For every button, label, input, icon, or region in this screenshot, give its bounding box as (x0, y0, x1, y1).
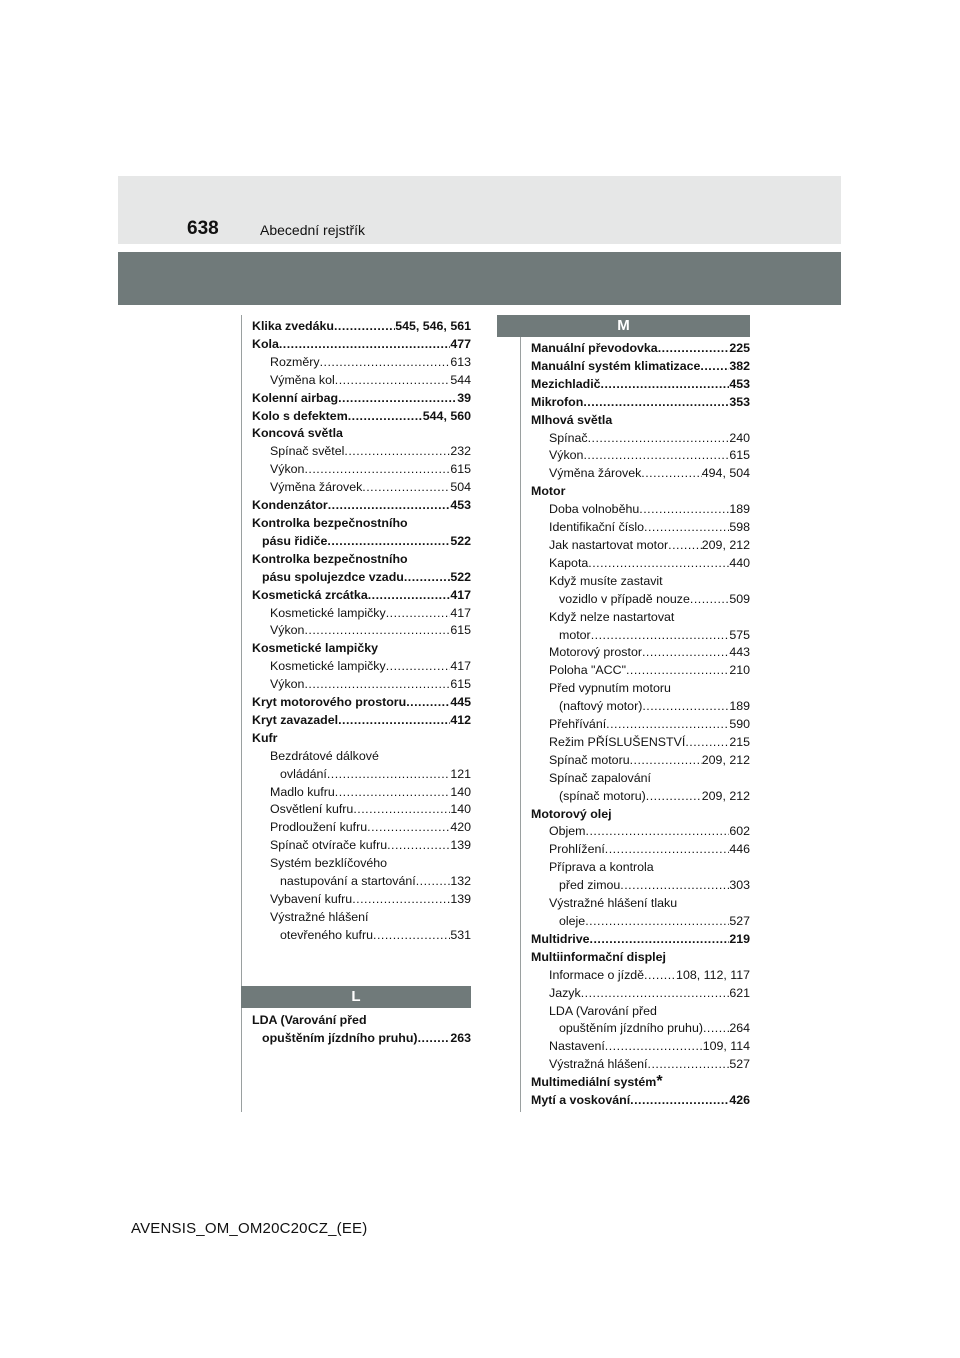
index-entry-text: otevřeného kufru (280, 927, 373, 942)
dot-leader (690, 591, 729, 609)
index-entry (252, 515, 471, 533)
index-entry (531, 358, 750, 376)
index-entry-page: 240 (729, 430, 750, 445)
index-entry (252, 551, 471, 569)
index-entry-page: 420 (450, 820, 471, 835)
index-entry (531, 573, 750, 591)
dot-leader (586, 823, 730, 841)
index-entry-text: Vybavení kufru (270, 892, 353, 906)
index-entry (531, 627, 750, 645)
dot-leader (386, 605, 451, 623)
index-entry-text: (naftový motor) (559, 699, 643, 714)
index-entry (531, 394, 750, 412)
index-entry-page: 522 (450, 569, 471, 584)
index-entry-page: 531 (450, 927, 471, 942)
index-entry-text: Kosmetické lampičky (270, 659, 386, 674)
dot-leader (279, 336, 450, 354)
index-entry-text: Kosmetická zrcátka (252, 587, 368, 602)
index-entry-text: Spínač otvírače kufru (270, 838, 388, 853)
index-entry-page: 417 (450, 659, 471, 674)
index-entry (252, 748, 471, 766)
index-entry-text: Manuální systém klimatizace (531, 358, 701, 373)
dot-leader (338, 390, 457, 408)
dot-leader (334, 318, 395, 336)
index-entry-text: Když nelze nastartovat (549, 609, 675, 624)
index-section-l (252, 1012, 471, 1048)
index-entry-text: Manuální převodovka (531, 341, 658, 355)
index-entry (252, 784, 471, 802)
index-entry (252, 425, 471, 443)
index-entry-text: Doba volnoběhu (549, 502, 640, 517)
dot-leader (630, 1092, 729, 1110)
index-entry-text: vozidlo v případě nouze (559, 591, 690, 606)
dot-leader (335, 372, 451, 390)
index-entry-text: Multimediální systém (531, 1075, 657, 1090)
index-entry-text: Když musíte zastavit (549, 573, 663, 588)
dot-leader (588, 555, 729, 573)
index-entry-page: 615 (450, 677, 471, 692)
dot-leader (700, 358, 729, 376)
dot-leader (601, 376, 730, 394)
index-entry-text: Kontrolka bezpečnostního (252, 515, 408, 530)
index-entry-page: 121 (450, 766, 471, 781)
index-entry-page: 453 (450, 498, 471, 513)
index-entry-page: 477 (450, 336, 471, 351)
index-entry-page: 209, 212 (701, 788, 750, 803)
index-entry-text: Přehřívání (549, 717, 607, 732)
index-entry-page: 615 (450, 462, 471, 477)
index-entry (252, 640, 471, 658)
index-entry-text: Výstražné hlášení (270, 909, 369, 924)
dot-leader (641, 465, 701, 483)
index-entry-page: 544 (450, 372, 471, 387)
index-entry-text: Příprava a kontrola (549, 860, 654, 875)
index-entry (252, 443, 471, 461)
index-entry-page: 219 (729, 931, 750, 946)
index-entry-page: 132 (450, 874, 471, 889)
index-entry (531, 841, 750, 859)
dot-leader (418, 1030, 451, 1048)
index-entry-text: Kosmetické lampičky (252, 641, 379, 656)
index-entry (252, 694, 471, 712)
index-entry-page: 598 (729, 520, 750, 535)
index-entry (531, 1038, 750, 1056)
index-entry (531, 1056, 750, 1074)
index-entry (531, 555, 750, 573)
index-entry (531, 519, 750, 537)
index-entry-text: pásu řidiče (262, 533, 328, 548)
index-entry (252, 605, 471, 623)
index-entry-text: Výkon (270, 462, 305, 477)
dot-leader (338, 712, 450, 730)
index-entry-page: 353 (729, 394, 750, 409)
dot-leader (646, 788, 702, 806)
index-entry (531, 895, 750, 913)
index-entry-text: Identifikační číslo (549, 520, 645, 535)
index-entry (531, 1020, 750, 1038)
index-entry-text: Výměna žárovek (270, 480, 363, 495)
dot-leader (648, 1056, 730, 1074)
index-entry-text: před zimou (559, 878, 621, 893)
dot-leader (404, 569, 450, 587)
index-entry (531, 1003, 750, 1021)
index-entry-text: oleje (559, 914, 586, 928)
index-entry (531, 752, 750, 770)
dot-leader (386, 658, 451, 676)
index-entry-text: Kolenní airbag (252, 390, 339, 405)
dot-leader (703, 1020, 729, 1038)
index-entry (252, 819, 471, 837)
index-entry (531, 985, 750, 1003)
dot-leader (362, 479, 450, 497)
header-dark-band (118, 252, 841, 305)
index-entry-page: 545, 546, 561 (395, 319, 471, 333)
index-entry-page: 615 (729, 448, 750, 463)
index-entry-page: 232 (450, 444, 471, 459)
index-entry-text: Mytí a voskování (531, 1093, 631, 1108)
section-title: Abecední rejstřík (260, 222, 366, 238)
index-entry-text: (spínač motoru) (559, 788, 646, 803)
index-entry (531, 376, 750, 394)
index-entry (252, 873, 471, 891)
index-entry-text: Prohlížení (549, 842, 605, 857)
index-entry-text: Mlhová světla (531, 412, 613, 427)
index-entry-text: Jazyk (549, 985, 581, 1000)
index-entry: Multimediální systém * (531, 1073, 663, 1091)
index-entry-page: 139 (450, 892, 471, 906)
index-entry (531, 698, 750, 716)
index-entry (531, 537, 750, 555)
index-entry-text: opuštěním jízdního pruhu) (262, 1030, 418, 1045)
index-entry-page: 426 (729, 1093, 750, 1108)
index-entry-text: motor (559, 627, 591, 642)
index-entry (531, 877, 750, 895)
index-entry (531, 680, 750, 698)
index-entry (531, 734, 750, 752)
index-entry-page: 575 (729, 627, 750, 642)
index-entry (252, 712, 471, 730)
section-label-l: L (241, 986, 471, 1008)
dot-leader (630, 752, 702, 770)
index-entry (531, 716, 750, 734)
dot-leader (328, 497, 451, 515)
index-entry-page: 494, 504 (701, 466, 750, 481)
dot-leader (642, 644, 729, 662)
index-entry (252, 479, 471, 497)
index-entry (531, 340, 750, 358)
index-entry-page: 509 (729, 591, 750, 606)
index-entry (531, 501, 750, 519)
dot-leader (373, 927, 450, 945)
index-entry-page: 209, 212 (701, 752, 750, 767)
dot-leader (658, 340, 730, 358)
dot-leader (327, 766, 450, 784)
index-entry-page: 412 (450, 712, 471, 727)
index-entry (531, 967, 750, 985)
dot-leader (416, 873, 451, 891)
index-entry-page: 613 (450, 354, 471, 369)
index-entry-text: Výměna kol (270, 372, 335, 387)
index-entry-text: Motor (531, 484, 566, 499)
index-entry (531, 609, 750, 627)
index-entry-text: Kufr (252, 730, 278, 745)
index-entry-page: 140 (450, 802, 471, 817)
index-entry-page: 443 (729, 645, 750, 660)
index-entry (531, 931, 750, 949)
index-entry-page: 522 (450, 533, 471, 548)
index-entry-text: Režim PŘÍSLUŠENSTVÍ (549, 734, 686, 749)
index-entry (531, 1092, 750, 1110)
dot-leader (327, 533, 450, 551)
dot-leader (353, 801, 450, 819)
index-entry-page: 263 (450, 1030, 471, 1045)
index-entry (252, 1012, 471, 1030)
index-entry-page: 210 (729, 663, 750, 678)
dot-leader (626, 662, 729, 680)
page-number: 638 (187, 218, 219, 239)
dot-leader (344, 443, 450, 461)
index-entry-page: 382 (729, 358, 750, 373)
index-entry (252, 927, 471, 945)
index-entry-page: 602 (729, 824, 750, 839)
dot-leader (320, 354, 451, 372)
dot-leader (639, 501, 729, 519)
index-entry-page: 440 (729, 555, 750, 570)
dot-leader (606, 716, 729, 734)
dot-leader (668, 537, 702, 555)
dot-leader (585, 913, 729, 931)
index-entry (252, 658, 471, 676)
index-entry (252, 336, 471, 354)
index-entry (252, 354, 471, 372)
index-entry-text: nastupování a startování (280, 874, 416, 889)
index-entry (531, 823, 750, 841)
dot-leader (406, 694, 450, 712)
index-entry-page: 108, 112, 117 (676, 967, 750, 982)
index-entry-text: ovládání (280, 766, 327, 781)
index-entry-text: Motorový olej (531, 806, 612, 821)
index-entry-page: 417 (450, 605, 471, 620)
index-entry (531, 591, 750, 609)
index-entry-text: Koncová světla (252, 426, 343, 441)
index-entry-text: Výměna žárovek (549, 466, 642, 481)
dot-leader (304, 461, 450, 479)
index-entry-page: 527 (729, 1057, 750, 1072)
dot-leader (644, 967, 676, 985)
index-entry-text: Systém bezklíčového (270, 856, 388, 871)
index-entry (531, 662, 750, 680)
index-entry (252, 837, 471, 855)
index-entry-page: 417 (450, 587, 471, 602)
dot-leader (605, 841, 730, 859)
index-entry (252, 801, 471, 819)
index-entry (252, 622, 471, 640)
index-entry-page: 303 (729, 878, 750, 893)
index-entry-text: LDA (Varování před (252, 1013, 367, 1027)
index-entry (531, 447, 750, 465)
index-entry (531, 483, 750, 501)
dot-leader (581, 985, 730, 1003)
index-entry-page: 527 (729, 914, 750, 928)
index-entry-text: Kontrolka bezpečnostního (252, 551, 408, 566)
index-entry-text: Bezdrátové dálkové (270, 748, 379, 763)
index-entry-text: Kola (252, 336, 279, 351)
section-label-m: M (497, 315, 750, 337)
dot-leader (367, 819, 450, 837)
index-entry-text: Multidrive (531, 931, 590, 946)
index-entry-page: 209, 212 (701, 537, 750, 552)
index-entry-page: 225 (729, 341, 750, 355)
dot-leader (620, 877, 729, 895)
index-entry-text: Výkon (270, 623, 305, 638)
index-entry (252, 855, 471, 873)
footer-code: AVENSIS_OM_OM20C20CZ_(EE) (131, 1220, 368, 1237)
index-entry (252, 766, 471, 784)
index-entry (531, 465, 750, 483)
index-entry (531, 806, 750, 824)
index-entry-text: Spínač zapalování (549, 770, 651, 785)
index-entry-text: Před vypnutím motoru (549, 681, 671, 696)
index-entry (252, 390, 471, 408)
index-column-left (252, 318, 471, 945)
index-entry-text: Spínač (549, 430, 588, 445)
index-entry-text: pásu spolujezdce vzadu (262, 569, 404, 584)
dot-leader (583, 394, 729, 412)
index-entry-text: Kondenzátor (252, 498, 328, 513)
index-entry-text: LDA (Varování před (549, 1003, 657, 1018)
index-entry-text: Výstražná hlášení (549, 1057, 648, 1072)
index-entry-text: Osvětlení kufru (270, 802, 354, 817)
index-entry (252, 891, 471, 909)
index-entry (531, 859, 750, 877)
dot-leader (335, 784, 451, 802)
index-entry-text: Madlo kufru (270, 784, 335, 799)
index-entry (531, 430, 750, 448)
index-entry-text: Poloha "ACC" (549, 663, 626, 678)
index-entry-page: 544, 560 (422, 408, 471, 423)
index-entry (252, 533, 471, 551)
index-entry-page: 445 (450, 695, 471, 710)
index-entry-text: Mikrofon (531, 394, 584, 409)
index-section-m (531, 340, 750, 1110)
index-entry-text: Výstražné hlášení tlaku (549, 896, 678, 911)
dot-leader (642, 698, 729, 716)
index-entry-text: Kryt zavazadel (252, 712, 339, 727)
index-entry-text: Výkon (270, 677, 305, 692)
index-entry (531, 770, 750, 788)
right-column-rule (520, 337, 521, 1112)
index-entry (252, 909, 471, 927)
index-entry-text: Kolo s defektem (252, 408, 348, 423)
dot-leader (583, 447, 729, 465)
index-entry-page: 590 (729, 717, 750, 732)
index-entry (252, 569, 471, 587)
index-entry-text: Nastavení (549, 1039, 605, 1054)
dot-leader (368, 587, 451, 605)
index-entry-page: 109, 114 (702, 1039, 750, 1054)
index-entry (531, 913, 750, 931)
dot-leader (685, 734, 729, 752)
index-entry-page: 615 (450, 623, 471, 638)
index-entry (252, 730, 471, 748)
index-entry (252, 587, 471, 605)
index-entry-page: 621 (729, 985, 750, 1000)
index-entry-text: Klika zvedáku (252, 319, 334, 333)
index-entry (252, 497, 471, 515)
index-entry (531, 788, 750, 806)
dot-leader (304, 676, 450, 694)
dot-leader (605, 1038, 703, 1056)
index-entry (252, 1030, 471, 1048)
dot-leader (352, 891, 450, 909)
index-entry-text: Objem (549, 824, 586, 839)
index-entry-page: 189 (729, 502, 750, 517)
dot-leader (590, 931, 730, 949)
index-entry-text: opuštěním jízdního pruhu) (559, 1021, 703, 1036)
index-entry-page: 504 (450, 480, 471, 495)
index-entry-page: 264 (729, 1021, 750, 1036)
index-entry (252, 676, 471, 694)
dot-leader (304, 622, 450, 640)
index-entry (252, 318, 471, 336)
dot-leader (588, 430, 730, 448)
index-entry (531, 412, 750, 430)
index-entry-text: Prodloužení kufru (270, 820, 368, 835)
index-entry (252, 408, 471, 426)
index-entry-text: Rozměry (270, 354, 320, 369)
index-entry-text: Jak nastartovat motor (549, 537, 669, 552)
index-entry (252, 372, 471, 390)
index-entry-text: Mezichladič (531, 376, 601, 391)
index-entry-page: 446 (729, 842, 750, 857)
index-entry-text: Výkon (549, 448, 584, 463)
index-entry-text: Spínač světel (270, 444, 345, 459)
index-entry-text: Kapota (549, 555, 589, 570)
header-band (118, 176, 841, 244)
dot-leader (348, 408, 423, 426)
index-entry-page: 39 (457, 390, 471, 405)
index-entry-page: 140 (450, 784, 471, 799)
index-entry-page: 215 (729, 734, 750, 749)
index-entry-text: Spínač motoru (549, 752, 630, 767)
index-entry (252, 461, 471, 479)
index-entry-page: 139 (450, 838, 471, 853)
index-entry (531, 644, 750, 662)
index-entry (531, 949, 750, 967)
dot-leader (387, 837, 450, 855)
index-entry-text: Kryt motorového prostoru (252, 695, 407, 710)
index-entry-text: Motorový prostor (549, 645, 642, 660)
index-entry-page: 189 (729, 699, 750, 714)
index-entry-page: 453 (729, 376, 750, 391)
index-entry-text: Informace o jízdě (549, 967, 645, 982)
dot-leader (591, 627, 730, 645)
dot-leader (644, 519, 729, 537)
index-entry-text: Kosmetické lampičky (270, 605, 386, 620)
index-entry-text: Multiinformační displej (531, 949, 666, 964)
